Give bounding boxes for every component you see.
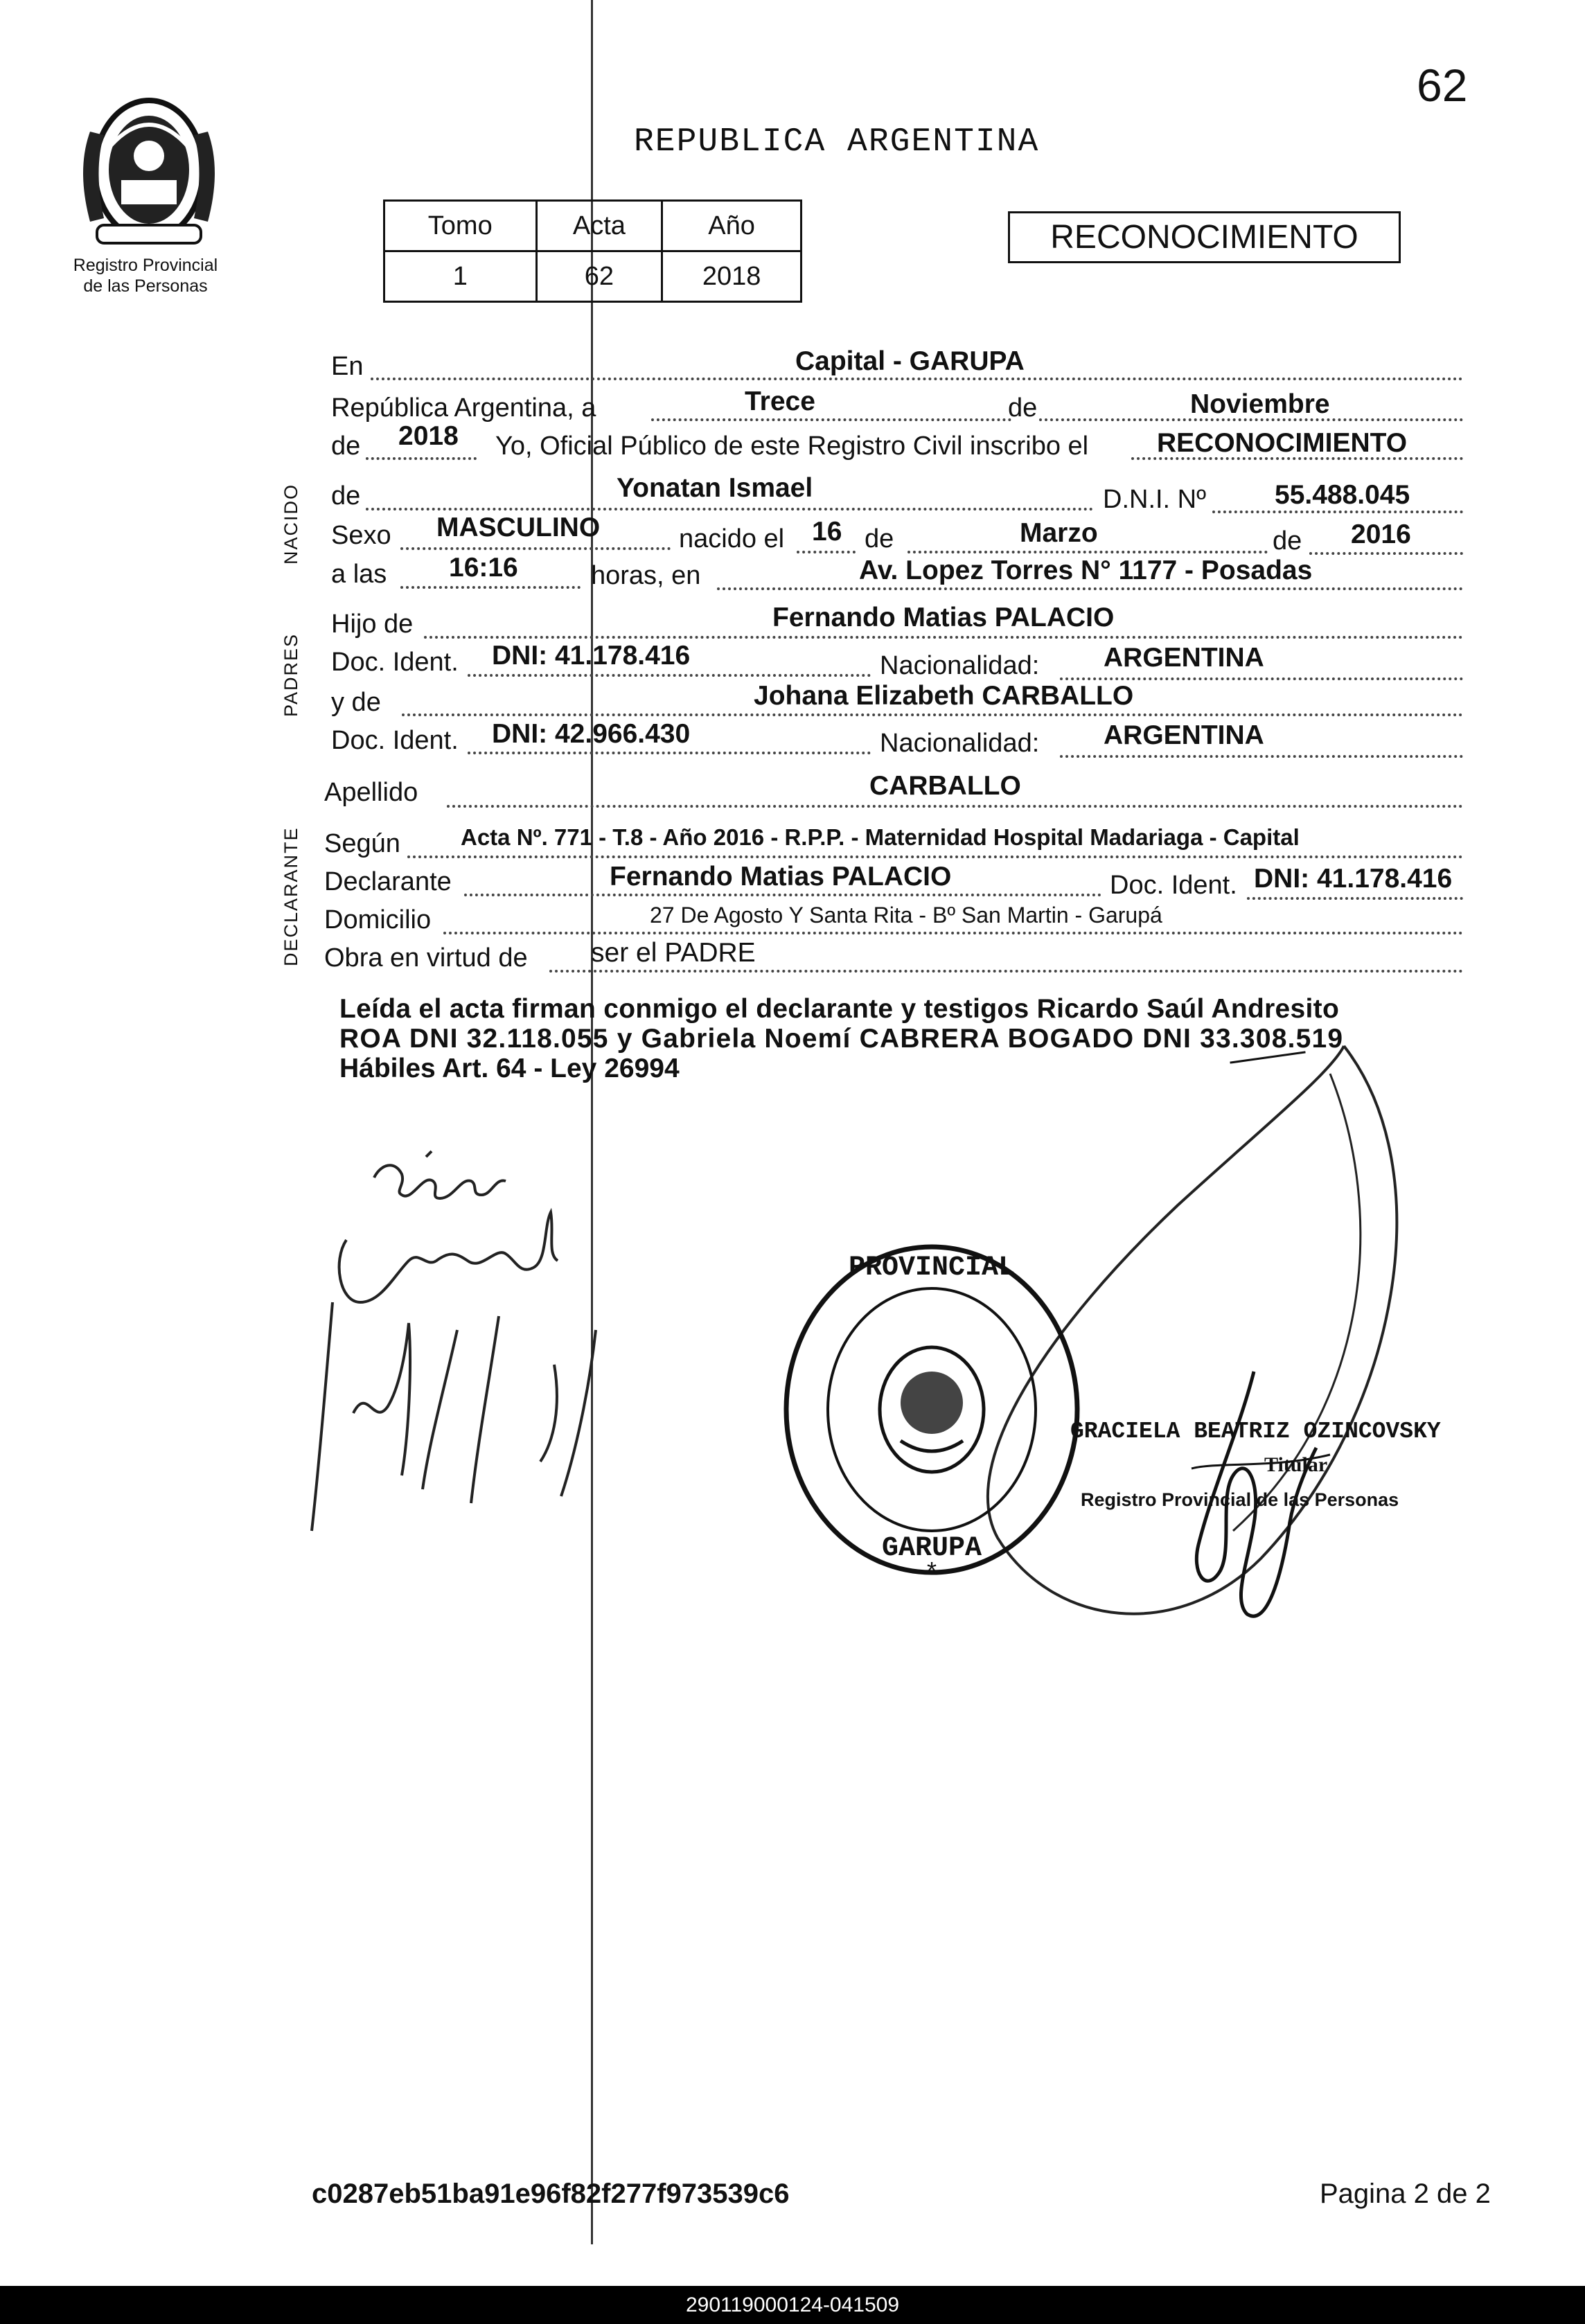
- official-office: Registro Provincial de las Personas: [1081, 1489, 1399, 1510]
- nac-label-2: Nacionalidad:: [880, 729, 1040, 758]
- logo-caption: [42, 255, 249, 296]
- official-signature: [1108, 1365, 1385, 1621]
- declarante-label: Declarante: [324, 867, 452, 896]
- section-declarante: DECLARANTE: [281, 826, 301, 966]
- rep-label: República Argentina, a: [331, 393, 596, 423]
- horas-label: horas, en: [591, 561, 701, 590]
- declarante-value: Fernando Matias PALACIO: [610, 862, 952, 892]
- de-label-2: de: [865, 524, 894, 553]
- header-tomo: Tomo: [384, 201, 537, 251]
- value-acta: 62: [536, 251, 662, 302]
- closing-line-1: Leída el acta firman conmigo el declarante y testigos Ricardo Saúl Andresito: [339, 994, 1340, 1024]
- doc-label-2: Doc. Ident.: [331, 726, 459, 755]
- act-type-box: [1008, 211, 1401, 263]
- barcode-strip: [0, 2286, 1585, 2324]
- year-value: 2018: [398, 421, 459, 451]
- province-logo: [69, 90, 229, 249]
- doc-label-3: Doc. Ident.: [1110, 871, 1237, 900]
- dots: [1247, 897, 1463, 900]
- day-words: Trece: [745, 387, 815, 416]
- dots: [717, 587, 1463, 590]
- apellido-value: CARBALLO: [869, 771, 1021, 801]
- dots: [464, 894, 1101, 896]
- act-type: RECONOCIMIENTO: [1050, 219, 1358, 256]
- birth-place: Av. Lopez Torres N° 1177 - Posadas: [859, 556, 1313, 585]
- de-label: de: [1008, 393, 1038, 423]
- section-nacido: NACIDO: [281, 483, 301, 565]
- dots: [400, 547, 671, 550]
- section-padres: PADRES: [281, 632, 301, 717]
- sexo-label: Sexo: [331, 521, 391, 550]
- apellido-label: Apellido: [324, 778, 418, 807]
- dots: [407, 855, 1463, 858]
- obra-label: Obra en virtud de: [324, 943, 528, 973]
- yde-label: y de: [331, 688, 381, 717]
- dots: [907, 551, 1268, 553]
- dots: [797, 551, 856, 553]
- official-role: Titular: [1264, 1453, 1328, 1476]
- father-name: Fernando Matias PALACIO: [772, 603, 1115, 632]
- act-value: RECONOCIMIENTO: [1157, 428, 1408, 458]
- value-anio: 2018: [662, 251, 802, 302]
- de2-label: de: [331, 432, 361, 461]
- birth-time: 16:16: [449, 553, 518, 583]
- header-acta: Acta: [536, 201, 662, 251]
- svg-text:PROVINCIAL: PROVINCIAL: [848, 1252, 1016, 1284]
- dots: [447, 805, 1463, 808]
- dots: [1212, 511, 1463, 513]
- dots: [366, 508, 1093, 511]
- value-tomo: 1: [384, 251, 537, 302]
- segun-value: Acta Nº. 771 - T.8 - Año 2016 - R.P.P. - Maternidad Hospital Madariaga - Capital: [461, 824, 1300, 850]
- dots: [366, 457, 477, 460]
- declarante-dni: DNI: 41.178.416: [1254, 864, 1453, 894]
- mother-name: Johana Elizabeth CARBALLO: [754, 681, 1134, 711]
- birth-month: Marzo: [1020, 518, 1098, 548]
- dots: [468, 674, 871, 677]
- obra-value: ser el PADRE: [591, 938, 756, 968]
- dots: [549, 970, 1463, 973]
- barcode-text: 290119000124-041509: [685, 2294, 900, 2316]
- dots: [424, 636, 1463, 639]
- birth-year: 2016: [1351, 520, 1411, 549]
- de-label-3: de: [1273, 526, 1302, 556]
- dots: [1309, 552, 1463, 555]
- logo-caption-line2: de las Personas: [83, 276, 208, 296]
- misiones-emblem-icon: [69, 90, 229, 249]
- dots: [1060, 677, 1463, 680]
- domicilio-label: Domicilio: [324, 905, 432, 934]
- domicilio-value: 27 De Agosto Y Santa Rita - Bº San Martin - Garupá: [650, 903, 1162, 928]
- svg-text:*: *: [926, 1556, 937, 1585]
- page-indicator: Pagina 2 de 2: [1320, 2179, 1491, 2209]
- father-dni: DNI: 41.178.416: [492, 641, 691, 671]
- dots: [443, 932, 1463, 934]
- mother-dni: DNI: 42.966.430: [492, 719, 691, 749]
- place-value: Capital - GARUPA: [795, 346, 1025, 376]
- oficial-text: Yo, Oficial Público de este Registro Civil inscribo el: [495, 432, 1089, 461]
- segun-label: Según: [324, 829, 400, 858]
- de-label: de: [331, 481, 361, 511]
- dots: [400, 586, 581, 589]
- closing-line-3: Hábiles Art. 64 - Ley 26994: [339, 1054, 680, 1083]
- seal-icon: [769, 1233, 1095, 1586]
- handwritten-signatures: [277, 1136, 693, 1565]
- scan-line: [591, 0, 593, 2244]
- official-name: GRACIELA BEATRIZ OZINCOVSKY: [1070, 1419, 1441, 1444]
- father-nationality: ARGENTINA: [1104, 643, 1264, 673]
- en-label: En: [331, 352, 364, 381]
- svg-text:GARUPA: GARUPA: [881, 1533, 982, 1564]
- dots: [651, 418, 1011, 421]
- dots: [468, 752, 871, 754]
- document-hash: c0287eb51ba91e96f82f277f973539c6: [312, 2179, 790, 2209]
- dots: [1060, 755, 1463, 758]
- child-dni: 55.488.045: [1275, 480, 1410, 510]
- logo-caption-line1: Registro Provincial: [73, 256, 218, 275]
- closing-line-2: ROA DNI 32.118.055 y Gabriela Noemí CABRERA BOGADO DNI 33.308.519: [339, 1024, 1344, 1054]
- sexo-value: MASCULINO: [436, 513, 601, 542]
- nac-label: Nacionalidad:: [880, 651, 1040, 680]
- mother-nationality: ARGENTINA: [1104, 720, 1264, 750]
- page-number: 62: [1417, 60, 1468, 111]
- hijo-label: Hijo de: [331, 610, 414, 639]
- birth-day: 16: [812, 517, 842, 547]
- child-name: Yonatan Ismael: [617, 473, 813, 503]
- month-words: Noviembre: [1190, 389, 1330, 419]
- dni-label: D.N.I. Nº: [1103, 485, 1206, 514]
- dots: [402, 713, 1463, 716]
- header-anio: Año: [662, 201, 802, 251]
- dots: [371, 378, 1463, 380]
- register-table: [383, 199, 802, 303]
- nacido-label: nacido el: [679, 524, 785, 553]
- alas-label: a las: [331, 560, 387, 589]
- registry-seal: [769, 1233, 1095, 1586]
- document-title: REPUBLICA ARGENTINA: [634, 123, 1040, 161]
- doc-label: Doc. Ident.: [331, 648, 459, 677]
